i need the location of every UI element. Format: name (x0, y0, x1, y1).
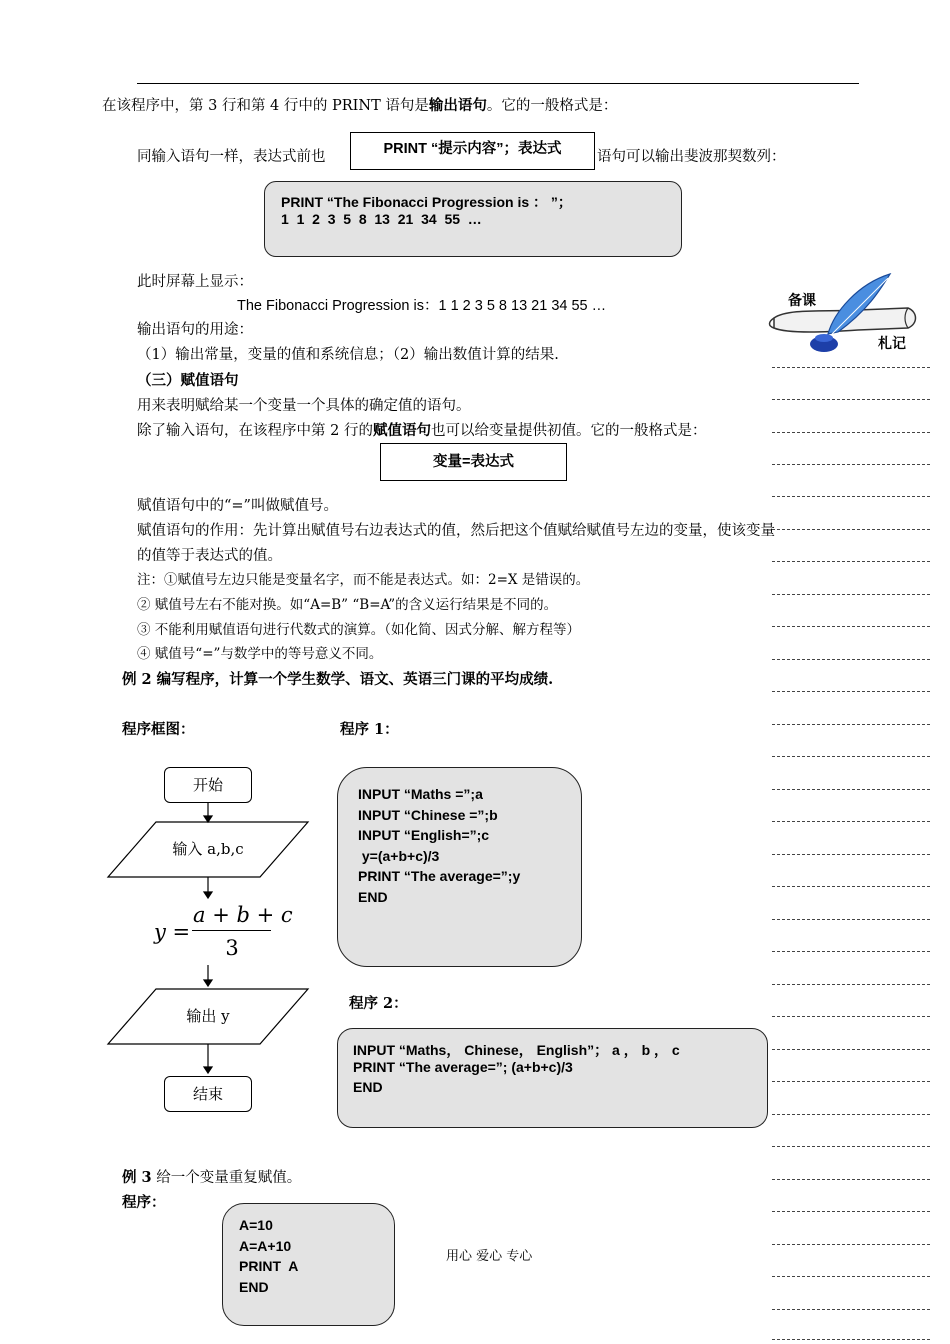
code-line: END (358, 888, 388, 905)
sidebar-top-label: 备课 (788, 293, 816, 309)
note-line (772, 561, 930, 562)
fib-code-line: PRINT “The Fibonacci Progression is ： ”； (281, 194, 572, 210)
note-line (772, 594, 930, 595)
note-line (772, 626, 930, 627)
note-line (772, 432, 930, 433)
note-line (772, 1244, 930, 1245)
code-line: PRINT “The average=”;y (358, 868, 521, 884)
program2-label: 程序 2： (349, 995, 408, 1012)
code-line: END (353, 1079, 383, 1095)
code-line: INPUT “Maths， Chinese， English”； a ， b ， c (353, 1042, 680, 1058)
example2-title: 例 2 编写程序，计算一个学生数学、语文、英语三门课的平均成绩. (122, 671, 554, 688)
note-line (772, 496, 930, 497)
program2-box (337, 1028, 768, 1128)
assign-heading: （三）赋值语句 (137, 372, 239, 389)
assign-effect-2: 的值等于表达式的值。 (137, 548, 282, 564)
flow-end: 结束 (164, 1076, 252, 1112)
note-line (772, 1114, 930, 1115)
flow-input: 输入 a,b,c (172, 840, 244, 858)
note-line (772, 886, 930, 887)
note-4: ④ 赋值号“=”与数学中的等号意义不同。 (137, 646, 383, 662)
note-line (772, 399, 930, 400)
note-line (772, 756, 930, 757)
assign-sign: 赋值语句中的“=”叫做赋值号。 (137, 498, 338, 514)
note-line (772, 984, 930, 985)
note-line (772, 529, 930, 530)
assign-effect-1: 赋值语句的作用：先计算出赋值号右边表达式的值，然后把这个值赋给赋值号左边的变量，使该变量 (137, 523, 775, 539)
assign-definition: 用来表明赋给某一个变量一个具体的确定值的语句。 (137, 398, 471, 414)
note-line (772, 1339, 930, 1340)
note-line (772, 854, 930, 855)
note-line (772, 367, 930, 368)
note-line (772, 691, 930, 692)
example3-program-label: 程序： (122, 1194, 166, 1211)
fib-code-line: 1 1 2 3 5 8 13 21 34 55 … (281, 211, 482, 227)
screen-label: 此时屏幕上显示： (137, 274, 253, 290)
note-line (772, 724, 930, 725)
sidebar-notes-logo (768, 272, 920, 358)
note-line (772, 464, 930, 465)
note-line (772, 1016, 930, 1017)
program1-label: 程序 1： (340, 721, 399, 738)
note-line (772, 659, 930, 660)
code-line: INPUT “English=”;c (358, 827, 490, 843)
sidebar-bottom-label: 札记 (878, 336, 906, 352)
flow-output: 输出 y (186, 1007, 230, 1025)
code-line: PRINT “The average=”; (a+b+c)/3 (353, 1059, 573, 1075)
usage-text: （1）输出常量，变量的值和系统信息；（2）输出数值计算的结果. (137, 347, 559, 363)
code-line: INPUT “Maths =”;a (358, 786, 483, 802)
intro-line-1: 在该程序中，第 3 行和第 4 行中的 PRINT 语句是输出语句。它的一般格式是： (102, 97, 618, 114)
flow-start: 开始 (164, 767, 252, 803)
code-line: PRINT A (239, 1258, 299, 1274)
note-line (772, 1081, 930, 1082)
header-rule (137, 83, 859, 84)
note-3: ③ 不能利用赋值语句进行代数式的演算。（如化简、因式分解、解方程等） (137, 622, 581, 638)
assign-line: 除了输入语句，在该程序中第 2 行的赋值语句也可以给变量提供初值。它的一般格式是： (137, 422, 707, 439)
note-line (772, 1211, 930, 1212)
note-line (772, 789, 930, 790)
fib-code-box (264, 181, 682, 257)
code-line: INPUT “Chinese =”;b (358, 806, 498, 823)
flowchart-label: 程序框图： (122, 721, 195, 738)
example3-code-box (222, 1203, 395, 1326)
note-line (772, 1146, 930, 1147)
note-line (772, 821, 930, 822)
code-line: y=(a+b+c)/3 (358, 847, 440, 864)
footer-text: 用心 爱心 专心 (446, 1249, 533, 1264)
intro-line-2-end: 语句可以输出斐波那契数列： (597, 149, 786, 165)
note-line (772, 1049, 930, 1050)
code-line: A=10 (239, 1217, 273, 1233)
note-line (772, 1179, 930, 1180)
screen-output: The Fibonacci Progression is：1 1 2 3 5 8 13 21 34 55 … (237, 298, 607, 314)
flow-formula-denominator: 3 (225, 936, 239, 960)
note-line (772, 951, 930, 952)
note-line (772, 1309, 930, 1310)
example3-title: 例 3 给一个变量重复赋值。 (122, 1169, 302, 1186)
note-line (772, 1276, 930, 1277)
flow-formula-numerator: a + b + c (193, 903, 293, 927)
code-line: A=A+10 (239, 1237, 292, 1254)
assign-format-box: 变量=表达式 (380, 443, 567, 481)
print-format-box: PRINT “提示内容”；表达式 (350, 132, 595, 170)
note-2: ② 赋值号左右不能对换。如“A=B” “B=A”的含义运行结果是不同的。 (137, 597, 558, 613)
flow-formula-lhs: y = (154, 920, 191, 944)
program1-box (337, 767, 582, 967)
flow-formula-bar (192, 930, 271, 931)
note-1: 注：①赋值号左边只能是变量名字，而不能是表达式。如：2=X 是错误的。 (137, 572, 590, 588)
code-line: END (239, 1278, 269, 1295)
intro-line-2: 同输入语句一样，表达式前也 (137, 149, 326, 165)
note-line (772, 919, 930, 920)
usage-label: 输出语句的用途： (137, 322, 253, 338)
